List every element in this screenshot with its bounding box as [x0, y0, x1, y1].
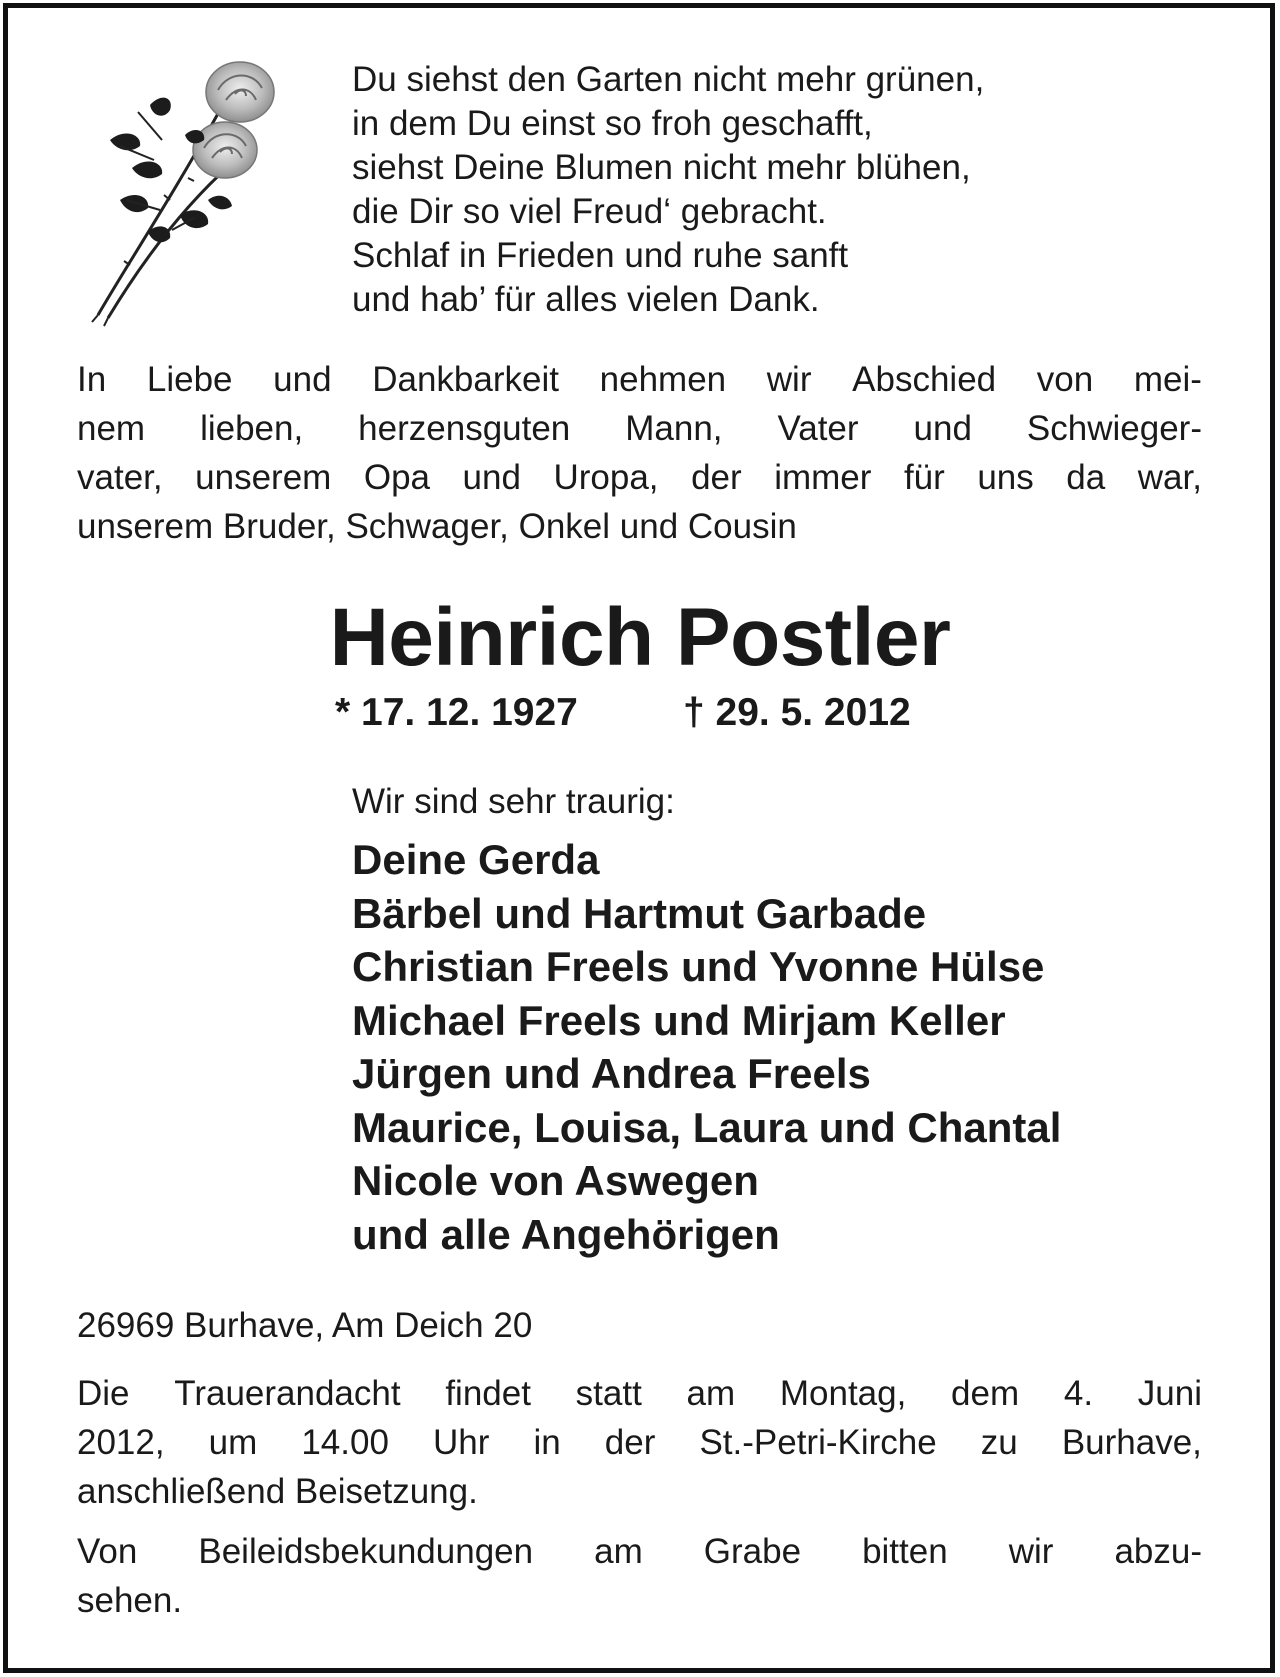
word: war,: [1137, 458, 1202, 497]
word: Von: [77, 1532, 138, 1571]
intro-line: [77, 355, 1202, 404]
word: und: [462, 458, 521, 497]
condolence-line: [77, 1527, 1202, 1576]
rose-illustration: [90, 50, 290, 330]
word: In: [77, 360, 107, 399]
word: Opa: [363, 458, 430, 497]
word: Dankbarkeit: [372, 360, 559, 399]
word: unserem: [195, 458, 332, 497]
poem-line: Du siehst den Garten nicht mehr grünen,: [352, 60, 985, 99]
mourners-list: [352, 833, 1061, 1261]
death-date: † 29. 5. 2012: [683, 691, 911, 734]
mourning-intro: Wir sind sehr traurig:: [352, 782, 675, 821]
word: uns: [977, 458, 1034, 497]
mourner-entry: Deine Gerda: [352, 836, 600, 883]
ceremony-line: [77, 1418, 1202, 1467]
word: Juni: [1137, 1374, 1202, 1413]
word: abzu-: [1114, 1532, 1202, 1571]
word: Uhr: [433, 1423, 490, 1462]
mourner-entry: und alle Angehörigen: [352, 1210, 780, 1258]
word: 4.: [1063, 1374, 1094, 1413]
mourner-entry: Nicole von Aswegen: [352, 1157, 759, 1204]
ceremony-line: [77, 1369, 1202, 1418]
word: St.-Petri-Kirche: [699, 1423, 937, 1462]
mourner-entry: Michael Freels und Mirjam Keller: [352, 996, 1006, 1044]
intro-line: unserem Bruder, Schwager, Onkel und Cousin: [77, 507, 797, 546]
poem-line: siehst Deine Blumen nicht mehr blühen,: [352, 148, 971, 187]
word: statt: [575, 1374, 642, 1413]
word: 2012,: [77, 1423, 165, 1462]
word: Abschied: [852, 360, 997, 399]
word: um: [208, 1423, 258, 1462]
word: herzensguten: [358, 409, 571, 448]
mourner-entry: Jürgen und Andrea Freels: [352, 1050, 871, 1097]
word: in: [533, 1423, 561, 1462]
mourner-entry: Bärbel und Hartmut Garbade: [352, 889, 927, 937]
word: wir: [1008, 1532, 1054, 1571]
ceremony-line: anschließend Beisetzung.: [77, 1472, 478, 1511]
intro-line: [77, 404, 1202, 453]
word: von: [1036, 360, 1094, 399]
word: für: [903, 458, 945, 497]
poem: [352, 58, 984, 322]
word: am: [594, 1532, 643, 1571]
word: Trauerandacht: [174, 1374, 401, 1413]
word: Vater: [777, 409, 859, 448]
poem-line: in dem Du einst so froh geschafft,: [352, 104, 873, 143]
word: findet: [445, 1374, 531, 1413]
word: und: [913, 409, 972, 448]
family-address: 26969 Burhave, Am Deich 20: [77, 1306, 533, 1345]
word: zu: [980, 1423, 1018, 1462]
intro-line: [77, 453, 1202, 502]
word: 14.00: [301, 1423, 389, 1462]
word: nem: [77, 409, 146, 448]
ceremony-paragraph: [77, 1369, 1202, 1516]
word: Schwieger-: [1026, 409, 1202, 448]
word: nehmen: [599, 360, 727, 399]
poem-line: und hab’ für alles vielen Dank.: [352, 280, 820, 319]
word: mei-: [1133, 360, 1202, 399]
mourner-entry: Christian Freels und Yvonne Hülse: [352, 943, 1045, 990]
condolence-paragraph: [77, 1527, 1202, 1625]
word: wir: [766, 360, 812, 399]
word: am: [686, 1374, 736, 1413]
word: lieben,: [200, 409, 304, 448]
deceased-name: Heinrich Postler: [329, 592, 951, 683]
condolence-line: sehen.: [77, 1581, 183, 1620]
word: Montag,: [779, 1374, 907, 1413]
word: Liebe: [146, 360, 233, 399]
intro-paragraph: [77, 355, 1202, 551]
word: Uropa,: [553, 458, 659, 497]
word: vater,: [77, 458, 163, 497]
word: immer: [774, 458, 872, 497]
word: der: [691, 458, 742, 497]
word: der: [604, 1423, 656, 1462]
word: da: [1066, 458, 1106, 497]
word: und: [273, 360, 332, 399]
word: bitten: [862, 1532, 948, 1571]
poem-line: Schlaf in Frieden und ruhe sanft: [352, 236, 849, 275]
word: Burhave,: [1061, 1423, 1202, 1462]
word: Beileidsbekundungen: [198, 1532, 534, 1571]
word: Grabe: [703, 1532, 802, 1571]
word: Die: [77, 1374, 130, 1413]
birth-date: * 17. 12. 1927: [335, 691, 578, 734]
word: Mann,: [625, 409, 723, 448]
poem-line: die Dir so viel Freud‘ gebracht.: [352, 192, 827, 231]
word: dem: [951, 1374, 1020, 1413]
mourner-entry: Maurice, Louisa, Laura und Chantal: [352, 1103, 1062, 1151]
